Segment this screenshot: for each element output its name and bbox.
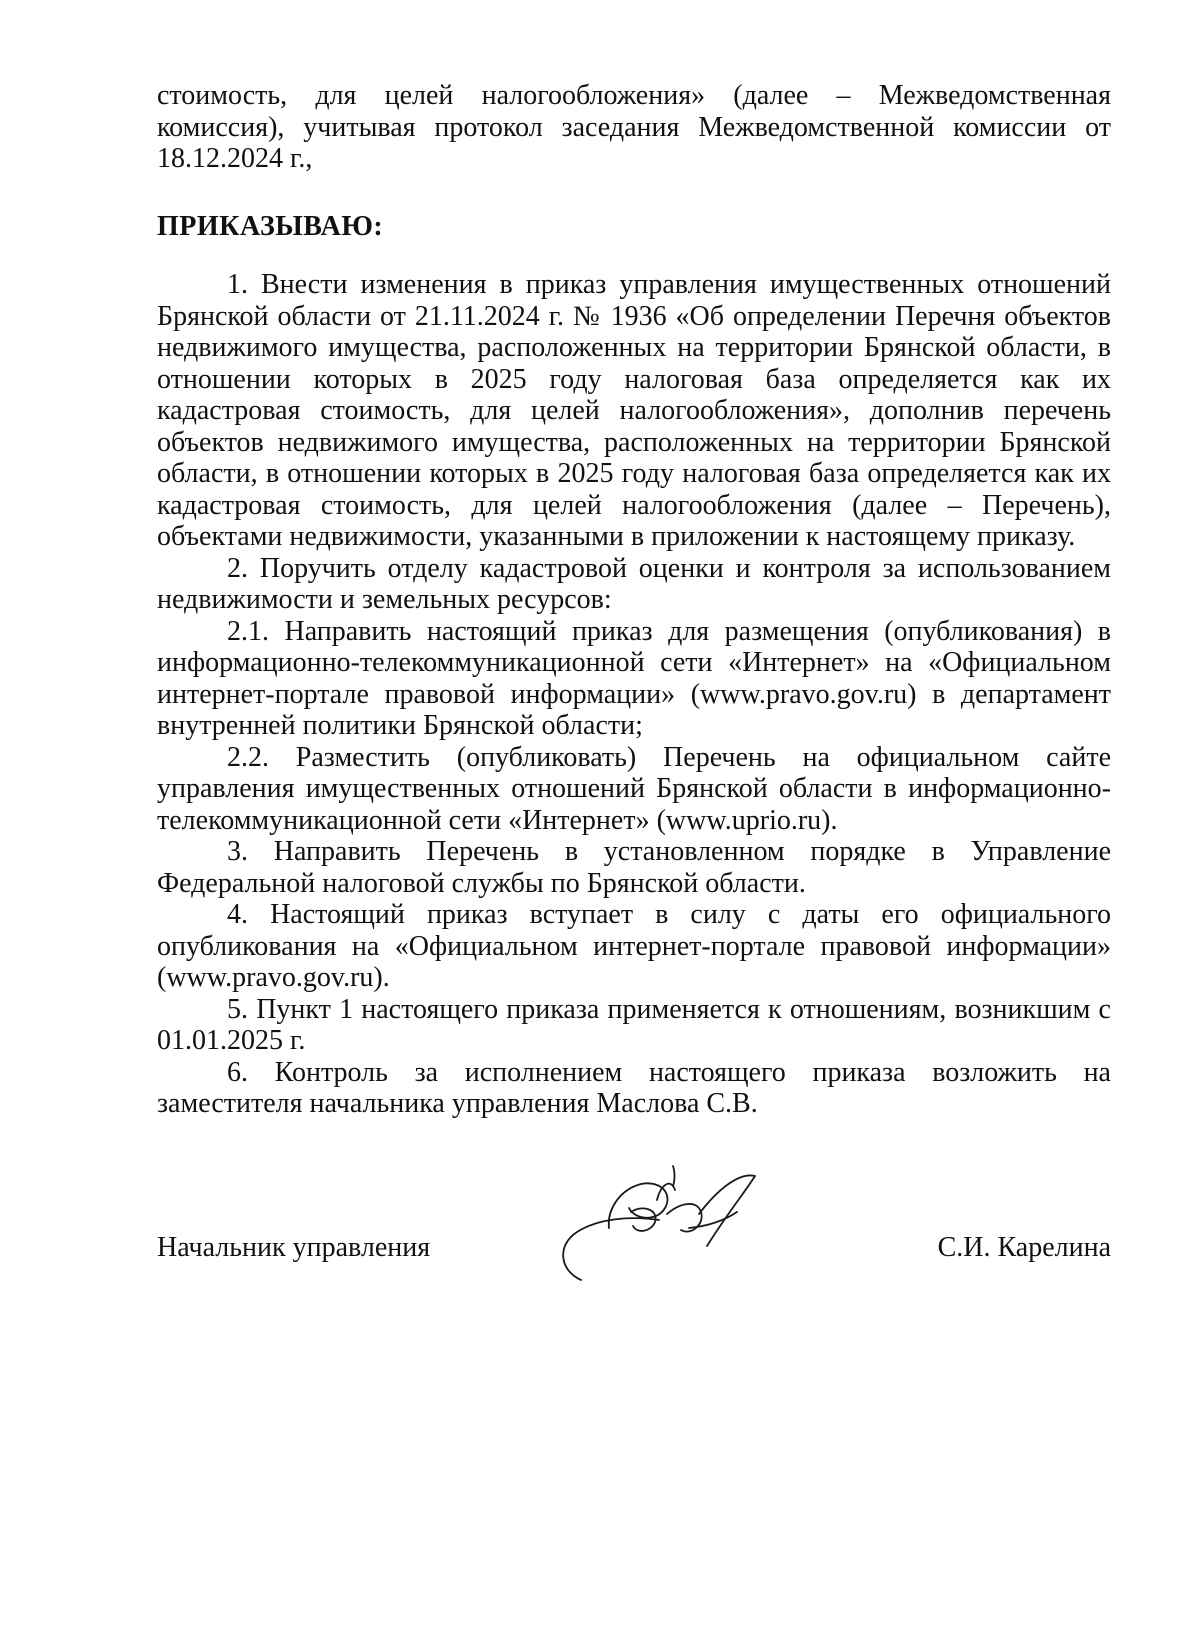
handwritten-signature [549, 1150, 769, 1300]
order-item-4: 4. Настоящий приказ вступает в силу с даты его официального опубликования на «Официальном интернет-портале правовой информации» (www.pravo.gov.ru). [157, 899, 1111, 993]
order-heading: ПРИКАЗЫВАЮ: [157, 211, 384, 242]
order-item-3: 3. Направить Перечень в установленном порядке в Управление Федеральной налоговой службы по Брянской области. [157, 836, 1111, 899]
order-item-1: 1. Внести изменения в приказ управления имущественных отношений Брянской области от 21.11.2024 г. № 1936 «Об определении Перечня объектов недвижимого имущества, расположенных на территории Брянской области, в отношении которых в 2025 году налоговая база определяется как их кадастровая стоимость, для целей налогообложения», дополнив перечень объектов недвижимого имущества, расположенных на территории Брянской области, в отношении которых в 2025 году налоговая база определяется как их кадастровая стоимость, для целей налогообложения (далее – Перечень), объектами недвижимости, указанными в приложении к настоящему приказу. [157, 269, 1111, 552]
signatory-name: С.И. Карелина [937, 1232, 1111, 1263]
intro-paragraph: стоимость, для целей налогообложения» (далее – Межведомственная комиссия), учитывая протокол заседания Межведомственной комиссии от 18.12.2024 г., [157, 80, 1111, 174]
signature-block [157, 1150, 1111, 1330]
order-item-2-1: 2.1. Направить настоящий приказ для размещения (опубликования) в информационно-телекоммуникационной сети «Интернет» на «Официальном интернет-портале правовой информации» (www.pravo.gov.ru) в департамент внутренней политики Брянской области; [157, 615, 1111, 741]
signatory-title: Начальник управления [157, 1232, 431, 1263]
order-item-5: 5. Пункт 1 настоящего приказа применяется к отношениям, возникшим с 01.01.2025 г. [157, 993, 1111, 1056]
order-item-6: 6. Контроль за исполнением настоящего приказа возложить на заместителя начальника управления Маслова С.В. [157, 1056, 1111, 1119]
order-items [157, 269, 1111, 1120]
order-item-2: 2. Поручить отделу кадастровой оценки и контроля за использованием недвижимости и земельных ресурсов: [157, 552, 1111, 615]
order-item-2-2: 2.2. Разместить (опубликовать) Перечень на официальном сайте управления имущественных отношений Брянской области в информационно-телекоммуникационной сети «Интернет» (www.uprio.ru). [157, 741, 1111, 836]
